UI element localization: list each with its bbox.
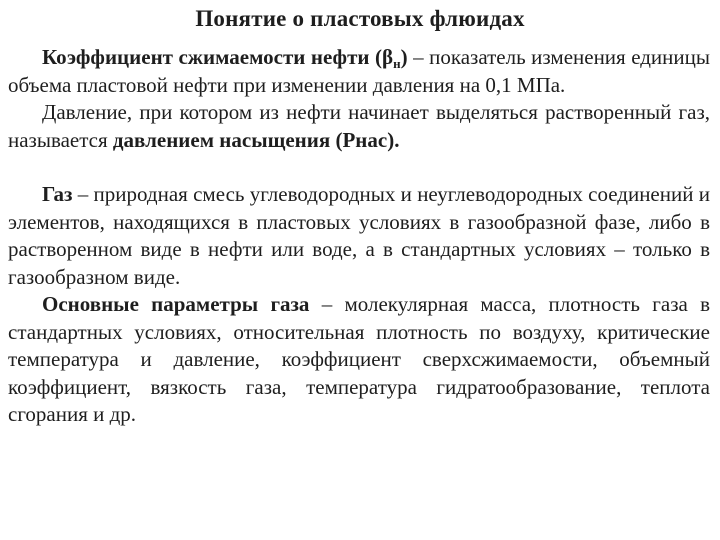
definition-gas-parameters: – молекулярная масса, плотность газа в стандартных условиях, относительная плотность по воздуху, критические температура и давление, коэффициент сверхсжимаемости, объемный коэффициент, вязкость газа, температура гидратообразование, теплота сгорания и др. bbox=[8, 292, 710, 426]
paragraph-gas-parameters bbox=[8, 291, 710, 429]
paragraph-spacer bbox=[8, 154, 710, 181]
term-oil-compressibility bbox=[42, 45, 408, 69]
slide-title: Понятие о пластовых флюидах bbox=[195, 6, 525, 31]
term-gas: Газ bbox=[42, 182, 73, 206]
definition-oil-compressibility: – показатель изменения единицы объема пластовой нефти при изменении давления на 0,1 МПа. bbox=[8, 45, 710, 97]
paragraph-oil-compressibility bbox=[8, 44, 710, 99]
term-gas-parameters: Основные параметры газа bbox=[42, 292, 310, 316]
saturation-pressure-period: . bbox=[394, 127, 400, 152]
definition-gas: – природная смесь углеводородных и неуглеводородных соединений и элементов, находящихся в пластовых условиях в газообразной фазе, либо в растворенном виде в нефти или воде, а в стандартных условиях – только в газообразном виде. bbox=[8, 182, 710, 289]
paragraph-gas-definition bbox=[8, 181, 710, 291]
term-saturation-pressure: давлением насыщения (Pнас) bbox=[112, 127, 395, 152]
term-oil-subscript: н bbox=[393, 56, 401, 71]
paragraph-saturation-pressure bbox=[8, 99, 710, 154]
term-oil-compressibility-text: Коэффициент сжимаемости нефти (β bbox=[42, 45, 394, 69]
definition-saturation-pressure: Давление, при котором из нефти начинает выделяться растворенный газ, называется bbox=[8, 100, 710, 152]
term-oil-compressibility-close: ) bbox=[400, 45, 408, 69]
slide-body bbox=[8, 44, 710, 429]
